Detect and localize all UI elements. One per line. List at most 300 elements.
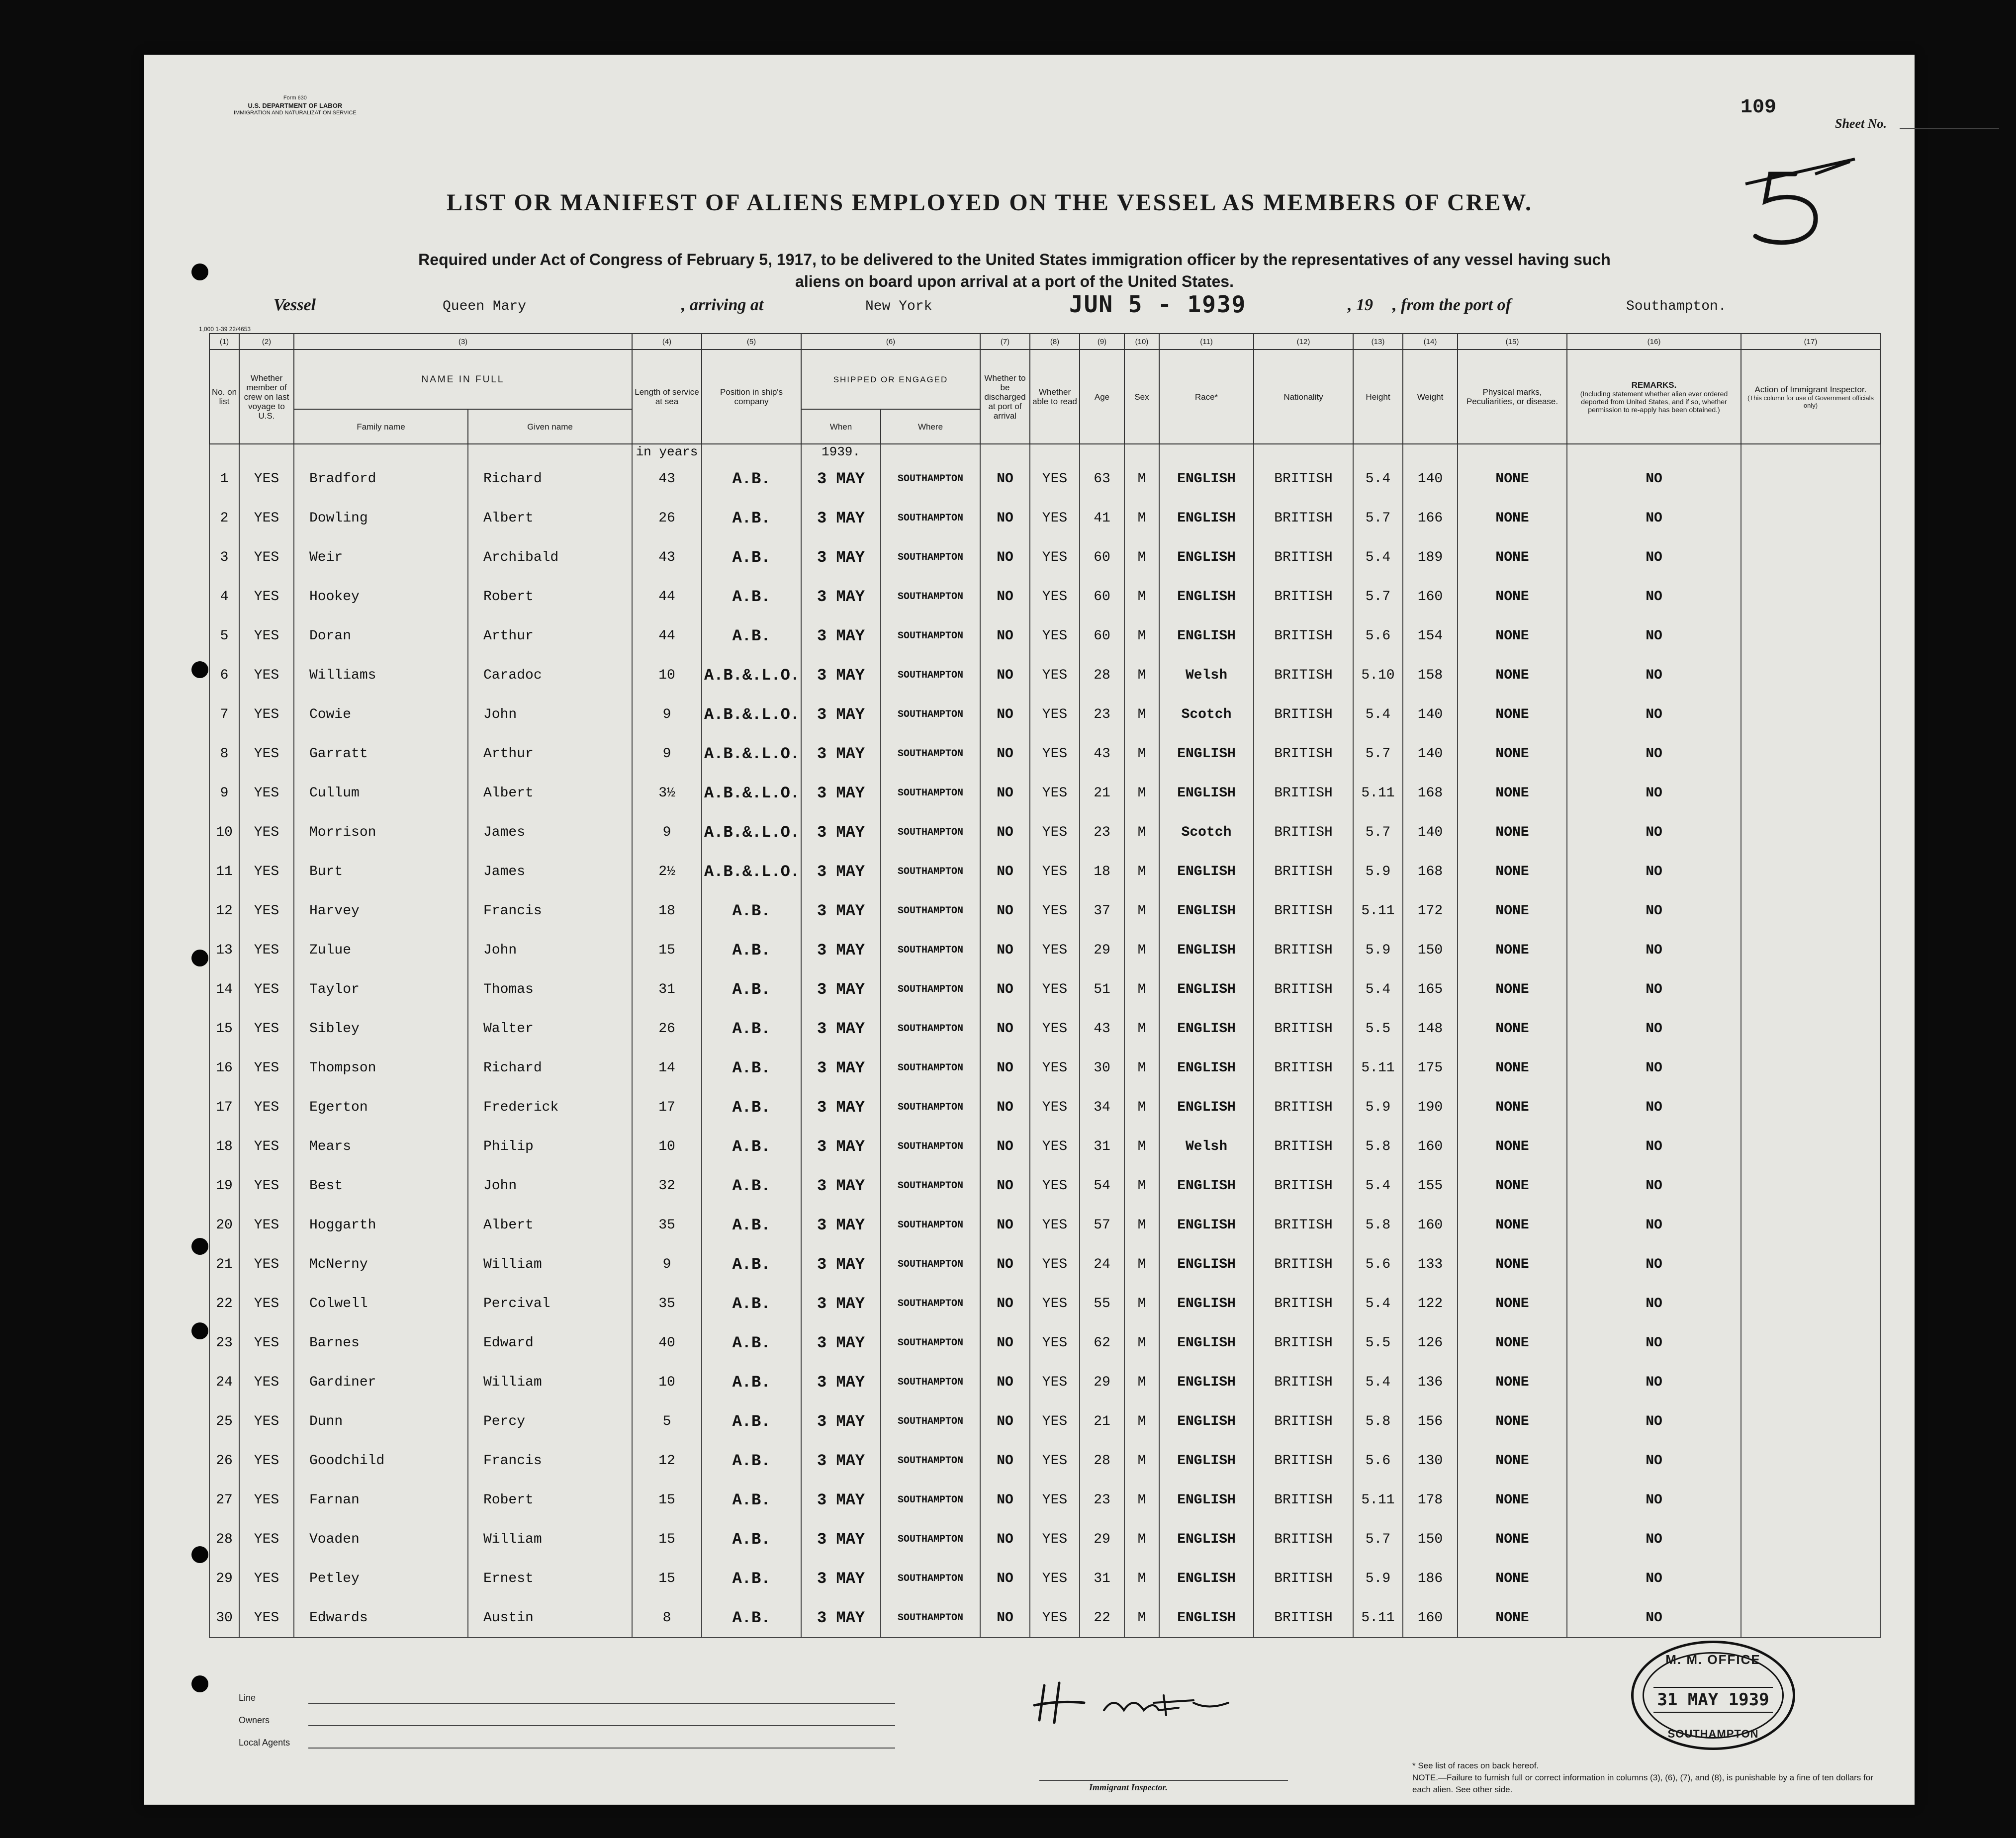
- family-name: Sibley: [294, 1009, 468, 1049]
- discharged-flag: NO: [980, 1441, 1030, 1481]
- length-of-service: 43: [632, 538, 702, 577]
- given-name: John: [468, 1166, 632, 1206]
- sex: M: [1124, 1166, 1159, 1206]
- age: 43: [1080, 1009, 1124, 1049]
- height: 5.6: [1353, 1245, 1403, 1284]
- table-row: [209, 577, 1880, 616]
- length-of-service: 9: [632, 813, 702, 852]
- ship-position: A.B.&.L.O.: [702, 695, 801, 734]
- shipped-where: SOUTHAMPTON: [881, 891, 980, 931]
- inspector-action: [1741, 1088, 1880, 1127]
- shipped-when: 3 MAY: [801, 891, 881, 931]
- ship-position: A.B.&.L.O.: [702, 774, 801, 813]
- shipped-when: 3 MAY: [801, 1520, 881, 1559]
- inspector-action: [1741, 1441, 1880, 1481]
- table-row: [209, 1088, 1880, 1127]
- shipped-where: SOUTHAMPTON: [881, 499, 980, 538]
- table-row: [209, 1559, 1880, 1598]
- remarks: NO: [1567, 1598, 1741, 1638]
- family-name: Dowling: [294, 499, 468, 538]
- crew-status: YES: [239, 1363, 294, 1402]
- weight: 160: [1403, 1127, 1458, 1166]
- punch-hole: [191, 950, 208, 966]
- height: 5.4: [1353, 459, 1403, 499]
- race: ENGLISH: [1159, 1284, 1254, 1323]
- ship-position: A.B.: [702, 1009, 801, 1049]
- header-sex: Sex: [1124, 350, 1159, 444]
- crew-table-body: [209, 444, 1880, 1638]
- length-of-service: 10: [632, 656, 702, 695]
- crew-status: YES: [239, 813, 294, 852]
- race: Scotch: [1159, 695, 1254, 734]
- given-name: Francis: [468, 1441, 632, 1481]
- table-row: [209, 1402, 1880, 1441]
- remarks: NO: [1567, 774, 1741, 813]
- nationality: BRITISH: [1254, 1245, 1353, 1284]
- weight: 160: [1403, 577, 1458, 616]
- header-crew-last-voyage: Whether member of crew on last voyage to U.S.: [239, 350, 294, 444]
- ship-position: A.B.: [702, 931, 801, 970]
- row-number: 11: [209, 852, 239, 891]
- inspector-action: [1741, 1049, 1880, 1088]
- remarks: NO: [1567, 970, 1741, 1009]
- shipped-where: SOUTHAMPTON: [881, 1363, 980, 1402]
- age: 28: [1080, 1441, 1124, 1481]
- nationality: BRITISH: [1254, 1481, 1353, 1520]
- discharged-flag: NO: [980, 1088, 1030, 1127]
- nationality: BRITISH: [1254, 538, 1353, 577]
- age: 23: [1080, 1481, 1124, 1520]
- shipped-where: SOUTHAMPTON: [881, 734, 980, 774]
- able-to-read: YES: [1030, 1245, 1080, 1284]
- able-to-read: YES: [1030, 931, 1080, 970]
- nationality: BRITISH: [1254, 656, 1353, 695]
- weight: 160: [1403, 1206, 1458, 1245]
- ship-position: A.B.: [702, 1049, 801, 1088]
- row-number: 25: [209, 1402, 239, 1441]
- inspector-action: [1741, 1363, 1880, 1402]
- nationality: BRITISH: [1254, 852, 1353, 891]
- shipped-when: 3 MAY: [801, 852, 881, 891]
- colnum-11: (11): [1159, 334, 1254, 350]
- race: ENGLISH: [1159, 1481, 1254, 1520]
- height: 5.9: [1353, 1559, 1403, 1598]
- able-to-read: YES: [1030, 1127, 1080, 1166]
- discharged-flag: NO: [980, 931, 1030, 970]
- row-number: 16: [209, 1049, 239, 1088]
- nationality: BRITISH: [1254, 695, 1353, 734]
- sex: M: [1124, 774, 1159, 813]
- nationality: BRITISH: [1254, 1284, 1353, 1323]
- table-row: [209, 1323, 1880, 1363]
- shipped-where: SOUTHAMPTON: [881, 1598, 980, 1638]
- able-to-read: YES: [1030, 1402, 1080, 1441]
- discharged-flag: NO: [980, 616, 1030, 656]
- sex: M: [1124, 1323, 1159, 1363]
- weight: 140: [1403, 459, 1458, 499]
- weight: 165: [1403, 970, 1458, 1009]
- row-number: 13: [209, 931, 239, 970]
- year-label-cell: 1939.: [801, 444, 881, 459]
- height: 5.9: [1353, 1088, 1403, 1127]
- inspector-action: [1741, 852, 1880, 891]
- table-row: [209, 1245, 1880, 1284]
- remarks-note: (Including statement whether alien ever ordered deported from United States, and if so, whether permission to re-apply has been obtained.): [1580, 389, 1728, 414]
- table-row: [209, 931, 1880, 970]
- sex: M: [1124, 852, 1159, 891]
- remarks: NO: [1567, 1049, 1741, 1088]
- family-name: Cullum: [294, 774, 468, 813]
- header-no-on-list: No. on list: [209, 350, 239, 444]
- physical-marks: NONE: [1458, 1166, 1567, 1206]
- given-name: James: [468, 852, 632, 891]
- form-header: [234, 94, 357, 117]
- colnum-8: (8): [1030, 334, 1080, 350]
- crew-status: YES: [239, 1166, 294, 1206]
- row-number: 28: [209, 1520, 239, 1559]
- shipped-where: SOUTHAMPTON: [881, 970, 980, 1009]
- shipped-where: SOUTHAMPTON: [881, 1166, 980, 1206]
- header-height: Height: [1353, 350, 1403, 444]
- physical-marks: NONE: [1458, 1206, 1567, 1245]
- remarks: NO: [1567, 931, 1741, 970]
- shipped-when: 3 MAY: [801, 1559, 881, 1598]
- physical-marks: NONE: [1458, 734, 1567, 774]
- footer-agents-rule: [308, 1748, 895, 1749]
- punch-hole: [191, 1322, 208, 1339]
- shipped-when: 3 MAY: [801, 1166, 881, 1206]
- colnum-3: (3): [294, 334, 632, 350]
- able-to-read: YES: [1030, 813, 1080, 852]
- shipped-when: 3 MAY: [801, 734, 881, 774]
- header-when: When: [801, 409, 881, 444]
- sex: M: [1124, 616, 1159, 656]
- remarks: NO: [1567, 1206, 1741, 1245]
- sex: M: [1124, 1049, 1159, 1088]
- age: 54: [1080, 1166, 1124, 1206]
- header-position: Position in ship's company: [702, 350, 801, 444]
- colnum-2: (2): [239, 334, 294, 350]
- stamp-port: SOUTHAMPTON: [1667, 1728, 1759, 1740]
- discharged-flag: NO: [980, 577, 1030, 616]
- weight: 122: [1403, 1284, 1458, 1323]
- able-to-read: YES: [1030, 1363, 1080, 1402]
- age: 21: [1080, 1402, 1124, 1441]
- table-row: [209, 1009, 1880, 1049]
- age: 43: [1080, 734, 1124, 774]
- ship-position: A.B.: [702, 1166, 801, 1206]
- able-to-read: YES: [1030, 1520, 1080, 1559]
- length-of-service: 9: [632, 1245, 702, 1284]
- row-number: 8: [209, 734, 239, 774]
- row-number: 22: [209, 1284, 239, 1323]
- punch-hole: [191, 1675, 208, 1692]
- nationality: BRITISH: [1254, 970, 1353, 1009]
- discharged-flag: NO: [980, 1166, 1030, 1206]
- family-name: Taylor: [294, 970, 468, 1009]
- table-row: [209, 1520, 1880, 1559]
- ship-position: A.B.: [702, 891, 801, 931]
- inspector-action: [1741, 891, 1880, 931]
- length-of-service: 32: [632, 1166, 702, 1206]
- remarks: NO: [1567, 616, 1741, 656]
- sex: M: [1124, 695, 1159, 734]
- print-code: 1,000 1-39 22/4653: [199, 326, 251, 333]
- family-name: Petley: [294, 1559, 468, 1598]
- remarks: NO: [1567, 1481, 1741, 1520]
- shipped-where: SOUTHAMPTON: [881, 1127, 980, 1166]
- nationality: BRITISH: [1254, 1127, 1353, 1166]
- inspector-action: [1741, 1520, 1880, 1559]
- form-number: Form 630: [283, 95, 307, 101]
- family-name: Goodchild: [294, 1441, 468, 1481]
- shipped-where: SOUTHAMPTON: [881, 1206, 980, 1245]
- length-of-service: 10: [632, 1363, 702, 1402]
- height: 5.4: [1353, 1284, 1403, 1323]
- crew-status: YES: [239, 1402, 294, 1441]
- shipped-where: SOUTHAMPTON: [881, 1559, 980, 1598]
- header-weight: Weight: [1403, 350, 1458, 444]
- departure-port: Southampton.: [1626, 299, 1727, 314]
- discharged-flag: NO: [980, 1323, 1030, 1363]
- colnum-7: (7): [980, 334, 1030, 350]
- inspector-action: [1741, 813, 1880, 852]
- shipped-where: SOUTHAMPTON: [881, 813, 980, 852]
- units-row: [209, 444, 1880, 459]
- punch-hole: [191, 263, 208, 280]
- discharged-flag: NO: [980, 695, 1030, 734]
- weight: 175: [1403, 1049, 1458, 1088]
- family-name: Harvey: [294, 891, 468, 931]
- nationality: BRITISH: [1254, 1088, 1353, 1127]
- race: ENGLISH: [1159, 1323, 1254, 1363]
- given-name: Percy: [468, 1402, 632, 1441]
- inspector-action: [1741, 1166, 1880, 1206]
- colnum-5: (5): [702, 334, 801, 350]
- subtitle-line-2: aliens on board upon arrival at a port of the United States.: [795, 272, 1234, 290]
- family-name: Edwards: [294, 1598, 468, 1638]
- length-of-service: 35: [632, 1206, 702, 1245]
- race: ENGLISH: [1159, 891, 1254, 931]
- race: ENGLISH: [1159, 1166, 1254, 1206]
- family-name: Bradford: [294, 459, 468, 499]
- able-to-read: YES: [1030, 891, 1080, 931]
- stamp-date: 31 MAY 1939: [1653, 1687, 1773, 1713]
- physical-marks: NONE: [1458, 459, 1567, 499]
- table-row: [209, 813, 1880, 852]
- physical-marks: NONE: [1458, 1127, 1567, 1166]
- height: 5.4: [1353, 538, 1403, 577]
- ship-position: A.B.: [702, 1481, 801, 1520]
- remarks: NO: [1567, 1166, 1741, 1206]
- length-of-service: 9: [632, 734, 702, 774]
- discharged-flag: NO: [980, 1245, 1030, 1284]
- weight: 133: [1403, 1245, 1458, 1284]
- given-name: Albert: [468, 774, 632, 813]
- row-number: 21: [209, 1245, 239, 1284]
- remarks: NO: [1567, 1363, 1741, 1402]
- age: 51: [1080, 970, 1124, 1009]
- inspector-action: [1741, 499, 1880, 538]
- family-name: Gardiner: [294, 1363, 468, 1402]
- length-of-service: 15: [632, 931, 702, 970]
- shipped-where: SOUTHAMPTON: [881, 1481, 980, 1520]
- shipped-when: 3 MAY: [801, 1088, 881, 1127]
- given-name: James: [468, 813, 632, 852]
- length-of-service: 14: [632, 1049, 702, 1088]
- shipped-where: SOUTHAMPTON: [881, 1402, 980, 1441]
- weight: 130: [1403, 1441, 1458, 1481]
- inspector-action: [1741, 1481, 1880, 1520]
- remarks: NO: [1567, 852, 1741, 891]
- row-number: 30: [209, 1598, 239, 1638]
- family-name: Burt: [294, 852, 468, 891]
- race: ENGLISH: [1159, 1245, 1254, 1284]
- table-row: [209, 852, 1880, 891]
- inspector-action: [1741, 1284, 1880, 1323]
- able-to-read: YES: [1030, 1598, 1080, 1638]
- family-name: Mears: [294, 1127, 468, 1166]
- header-remarks: [1567, 350, 1741, 444]
- age: 62: [1080, 1323, 1124, 1363]
- weight: 154: [1403, 616, 1458, 656]
- punch-hole: [191, 1546, 208, 1563]
- crew-status: YES: [239, 1441, 294, 1481]
- able-to-read: YES: [1030, 695, 1080, 734]
- sex: M: [1124, 1009, 1159, 1049]
- inspector-action: [1741, 695, 1880, 734]
- height: 5.4: [1353, 1363, 1403, 1402]
- header-name-in-full: NAME IN FULL: [294, 350, 632, 409]
- height: 5.4: [1353, 970, 1403, 1009]
- shipped-when: 3 MAY: [801, 1049, 881, 1088]
- from-label: , from the port of: [1392, 296, 1511, 314]
- shipped-when: 3 MAY: [801, 1481, 881, 1520]
- header-read: Whether able to read: [1030, 350, 1080, 444]
- shipped-when: 3 MAY: [801, 813, 881, 852]
- race: ENGLISH: [1159, 852, 1254, 891]
- colnum-17: (17): [1741, 334, 1880, 350]
- age: 57: [1080, 1206, 1124, 1245]
- discharged-flag: NO: [980, 1206, 1030, 1245]
- physical-marks: NONE: [1458, 499, 1567, 538]
- remarks: NO: [1567, 499, 1741, 538]
- family-name: Colwell: [294, 1284, 468, 1323]
- given-name: Arthur: [468, 734, 632, 774]
- column-number-row: [209, 334, 1880, 350]
- height: 5.9: [1353, 852, 1403, 891]
- able-to-read: YES: [1030, 538, 1080, 577]
- able-to-read: YES: [1030, 499, 1080, 538]
- header-action: [1741, 350, 1880, 444]
- year-label: , 19: [1348, 296, 1373, 314]
- punch-hole: [191, 1238, 208, 1255]
- crew-status: YES: [239, 1284, 294, 1323]
- family-name: Morrison: [294, 813, 468, 852]
- height: 5.11: [1353, 891, 1403, 931]
- shipped-when: 3 MAY: [801, 1127, 881, 1166]
- inspector-action: [1741, 1127, 1880, 1166]
- age: 60: [1080, 538, 1124, 577]
- crew-status: YES: [239, 459, 294, 499]
- row-number: 5: [209, 616, 239, 656]
- length-of-service: 15: [632, 1559, 702, 1598]
- crew-status: YES: [239, 931, 294, 970]
- sex: M: [1124, 1127, 1159, 1166]
- physical-marks: NONE: [1458, 931, 1567, 970]
- footer-line-rule: [308, 1703, 895, 1704]
- age: 63: [1080, 459, 1124, 499]
- length-of-service: 8: [632, 1598, 702, 1638]
- nationality: BRITISH: [1254, 1441, 1353, 1481]
- row-number: 6: [209, 656, 239, 695]
- nationality: BRITISH: [1254, 577, 1353, 616]
- family-name: Weir: [294, 538, 468, 577]
- height: 5.7: [1353, 499, 1403, 538]
- length-of-service: 10: [632, 1127, 702, 1166]
- sex: M: [1124, 656, 1159, 695]
- physical-marks: NONE: [1458, 577, 1567, 616]
- physical-marks: NONE: [1458, 656, 1567, 695]
- inspector-signature: [1029, 1675, 1238, 1730]
- remarks: NO: [1567, 1520, 1741, 1559]
- weight: 172: [1403, 891, 1458, 931]
- ship-position: A.B.: [702, 577, 801, 616]
- family-name: Hookey: [294, 577, 468, 616]
- crew-status: YES: [239, 577, 294, 616]
- crew-status: YES: [239, 734, 294, 774]
- crew-manifest-table: [209, 333, 1881, 1638]
- weight: 150: [1403, 1520, 1458, 1559]
- vessel-line: [274, 291, 1800, 326]
- header-discharged: Whether to be discharged at port of arrival: [980, 350, 1030, 444]
- given-name: Richard: [468, 459, 632, 499]
- family-name: Barnes: [294, 1323, 468, 1363]
- row-number: 10: [209, 813, 239, 852]
- crew-status: YES: [239, 1088, 294, 1127]
- sex: M: [1124, 970, 1159, 1009]
- weight: 168: [1403, 774, 1458, 813]
- race: ENGLISH: [1159, 499, 1254, 538]
- row-number: 7: [209, 695, 239, 734]
- ship-position: A.B.: [702, 538, 801, 577]
- colnum-10: (10): [1124, 334, 1159, 350]
- weight: 189: [1403, 538, 1458, 577]
- sheet-label: Sheet No.: [1835, 116, 1887, 131]
- footer-line-label: Line: [239, 1693, 256, 1703]
- arrival-port: New York: [865, 299, 932, 314]
- given-name: Albert: [468, 1206, 632, 1245]
- weight: 168: [1403, 852, 1458, 891]
- ship-position: A.B.: [702, 1598, 801, 1638]
- table-row: [209, 1166, 1880, 1206]
- age: 31: [1080, 1559, 1124, 1598]
- given-name: Ernest: [468, 1559, 632, 1598]
- shipped-where: SOUTHAMPTON: [881, 538, 980, 577]
- row-number: 24: [209, 1363, 239, 1402]
- table-row: [209, 616, 1880, 656]
- ship-position: A.B.: [702, 499, 801, 538]
- length-of-service: 44: [632, 577, 702, 616]
- row-number: 15: [209, 1009, 239, 1049]
- sex: M: [1124, 1284, 1159, 1323]
- physical-marks: NONE: [1458, 1284, 1567, 1323]
- sex: M: [1124, 1245, 1159, 1284]
- table-row: [209, 1127, 1880, 1166]
- able-to-read: YES: [1030, 1481, 1080, 1520]
- discharged-flag: NO: [980, 459, 1030, 499]
- page-subtitle: [293, 249, 1736, 292]
